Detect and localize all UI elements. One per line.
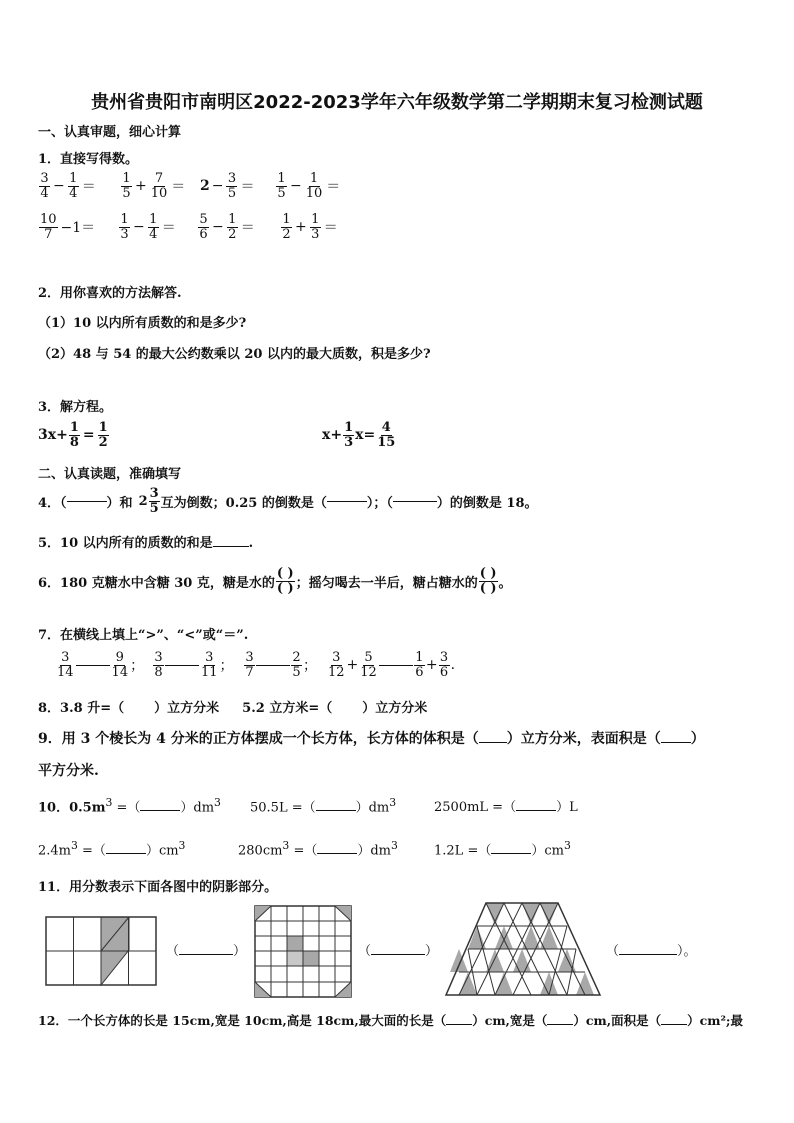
- q1-expr-7: $\frac{5}{6}$ − $\frac{1}{2}$ ＝: [199, 212, 255, 242]
- q4-blank-3[interactable]: [393, 501, 437, 502]
- q1-expr-6: $\frac{1}{3}$ − $\frac{1}{4}$ ＝: [120, 212, 176, 242]
- q4-blank-2[interactable]: [327, 501, 367, 502]
- q10-item-6: 1.2L =（ ）$cm^3$: [434, 839, 571, 859]
- q1-expr-3: 2 − $\frac{3}{5}$ ＝: [200, 171, 255, 201]
- q7-label: 7．在横线上填上“>”、“<”或“＝”.: [38, 628, 249, 643]
- q7-blank-1[interactable]: [76, 665, 110, 666]
- q12: 12．一个长方体的长是 15cm,宽是 10cm,高是 18cm,最大面的长是（ ）cm,宽是（ ）cm,面积是（ ）cm²;最: [38, 1013, 744, 1028]
- q10-item-4: $2.4m^3$ =（ ）$cm^3$: [38, 839, 186, 859]
- q5: 5．10 以内所有的质数的和是 .: [38, 536, 254, 551]
- q10-item-3: 2500mL =（ ）L: [434, 800, 578, 815]
- q10-item-5: $280cm^3$ =（ ）$dm^3$: [238, 839, 398, 859]
- q10-blank-3[interactable]: [516, 810, 556, 811]
- q3-equation-2: x+ $\frac{1}{3}$ x= $\frac{4}{15}$: [322, 420, 396, 450]
- q5-blank[interactable]: [213, 546, 249, 547]
- q11-blank-3[interactable]: [619, 954, 677, 955]
- q6-fraction-blank-2[interactable]: $\frac{( )}{( )}$: [479, 566, 497, 596]
- q11-answer-1: （ ）: [166, 944, 247, 959]
- q11-answer-2: （ ）: [358, 944, 439, 959]
- q8: 8．3.8 升=（ ）立方分米 5.2 立方米=（ ）立方分米: [38, 701, 428, 716]
- q1-expr-1: $\frac{3}{4}$ − $\frac{1}{4}$ ＝: [40, 171, 96, 201]
- q10-item-2: 50.5L =（ ）$dm^3$: [250, 796, 397, 816]
- q6: 6．180 克糖水中含糖 30 克，糖是水的 $\frac{( )}{( )}$ ；摇匀喝去一半后，糖占糖水的 $\frac{( )}{( )}$ 。: [38, 566, 512, 596]
- q11-blank-2[interactable]: [371, 954, 425, 955]
- q10-item-1: 10．$0.5m^3$ =（ ）$dm^3$: [38, 796, 221, 816]
- q7-blank-2[interactable]: [165, 665, 199, 666]
- q1-expr-2: $\frac{1}{5}$ + $\frac{7}{10}$ ＝: [122, 171, 186, 201]
- q11-figure-2: [254, 905, 352, 998]
- q11-blank-1[interactable]: [179, 954, 233, 955]
- q3-label: 3．解方程。: [38, 400, 113, 415]
- q12-blank-2[interactable]: [547, 1024, 573, 1025]
- q2-part-1: （1）10 以内所有质数的和是多少?: [38, 316, 247, 331]
- q1-expr-5: $\frac{10}{7}$ −1＝: [40, 212, 96, 242]
- q11-answer-3: （ ）。: [606, 944, 697, 959]
- q7-compare-3: $\frac{3}{7}$ $\frac{2}{5}$ ；: [245, 650, 317, 680]
- q1-expr-8: $\frac{1}{2}$ + $\frac{1}{3}$ ＝: [282, 212, 338, 242]
- q10-blank-5[interactable]: [317, 853, 357, 854]
- q9-blank-2[interactable]: [661, 742, 691, 743]
- q3-equation-1: 3x+ $\frac{1}{8}$ = $\frac{1}{2}$: [38, 420, 108, 450]
- q11-label: 11．用分数表示下面各图中的阴影部分。: [38, 880, 278, 895]
- q4: 4．（ ）和 2 $\frac{3}{5}$ 互为倒数；0.25 的倒数是（ ）；（ ）的倒数是 18。: [38, 486, 538, 516]
- page-title: 贵州省贵阳市南明区2022-2023学年六年级数学第二学期期末复习检测试题: [91, 92, 703, 113]
- q10-blank-6[interactable]: [491, 853, 531, 854]
- q4-blank-1[interactable]: [67, 501, 107, 502]
- q7-blank-3[interactable]: [256, 665, 290, 666]
- q2-part-2: （2）48 与 54 的最大公约数乘以 20 以内的最大质数，积是多少?: [38, 347, 431, 362]
- q7-compare-1: $\frac{3}{14}$ $\frac{9}{14}$ ；: [57, 650, 145, 680]
- q1-label: 1．直接写得数。: [38, 152, 139, 167]
- q1-expr-4: $\frac{1}{5}$ − $\frac{1}{10}$ ＝: [277, 171, 341, 201]
- q11-figure-3: [444, 902, 602, 997]
- q9-line-2: 平方分米.: [38, 763, 99, 779]
- q2-label: 2．用你喜欢的方法解答.: [38, 286, 182, 301]
- q11-figure-1: [45, 916, 157, 986]
- q12-blank-3[interactable]: [661, 1024, 687, 1025]
- q7-compare-2: $\frac{3}{8}$ $\frac{3}{11}$ ；: [154, 650, 234, 680]
- q7-blank-4[interactable]: [379, 665, 413, 666]
- q10-blank-1[interactable]: [140, 810, 180, 811]
- q7-compare-4: $\frac{3}{12}$ + $\frac{5}{12}$ $\frac{1}{6}$ + $\frac{3}{6}$ .: [328, 650, 456, 680]
- q9-blank-1[interactable]: [479, 742, 507, 743]
- q10-blank-2[interactable]: [316, 810, 356, 811]
- q10-blank-4[interactable]: [106, 853, 146, 854]
- section-heading-2: 二、认真读题，准确填写: [38, 467, 182, 482]
- section-heading-1: 一、认真审题，细心计算: [38, 125, 182, 140]
- q12-blank-1[interactable]: [446, 1024, 472, 1025]
- q6-fraction-blank-1[interactable]: $\frac{( )}{( )}$: [276, 566, 294, 596]
- q9-line-1: 9．用 3 个棱长为 4 分米的正方体摆成一个长方体，长方体的体积是（ ）立方分米，表面积是（ ）: [38, 731, 705, 747]
